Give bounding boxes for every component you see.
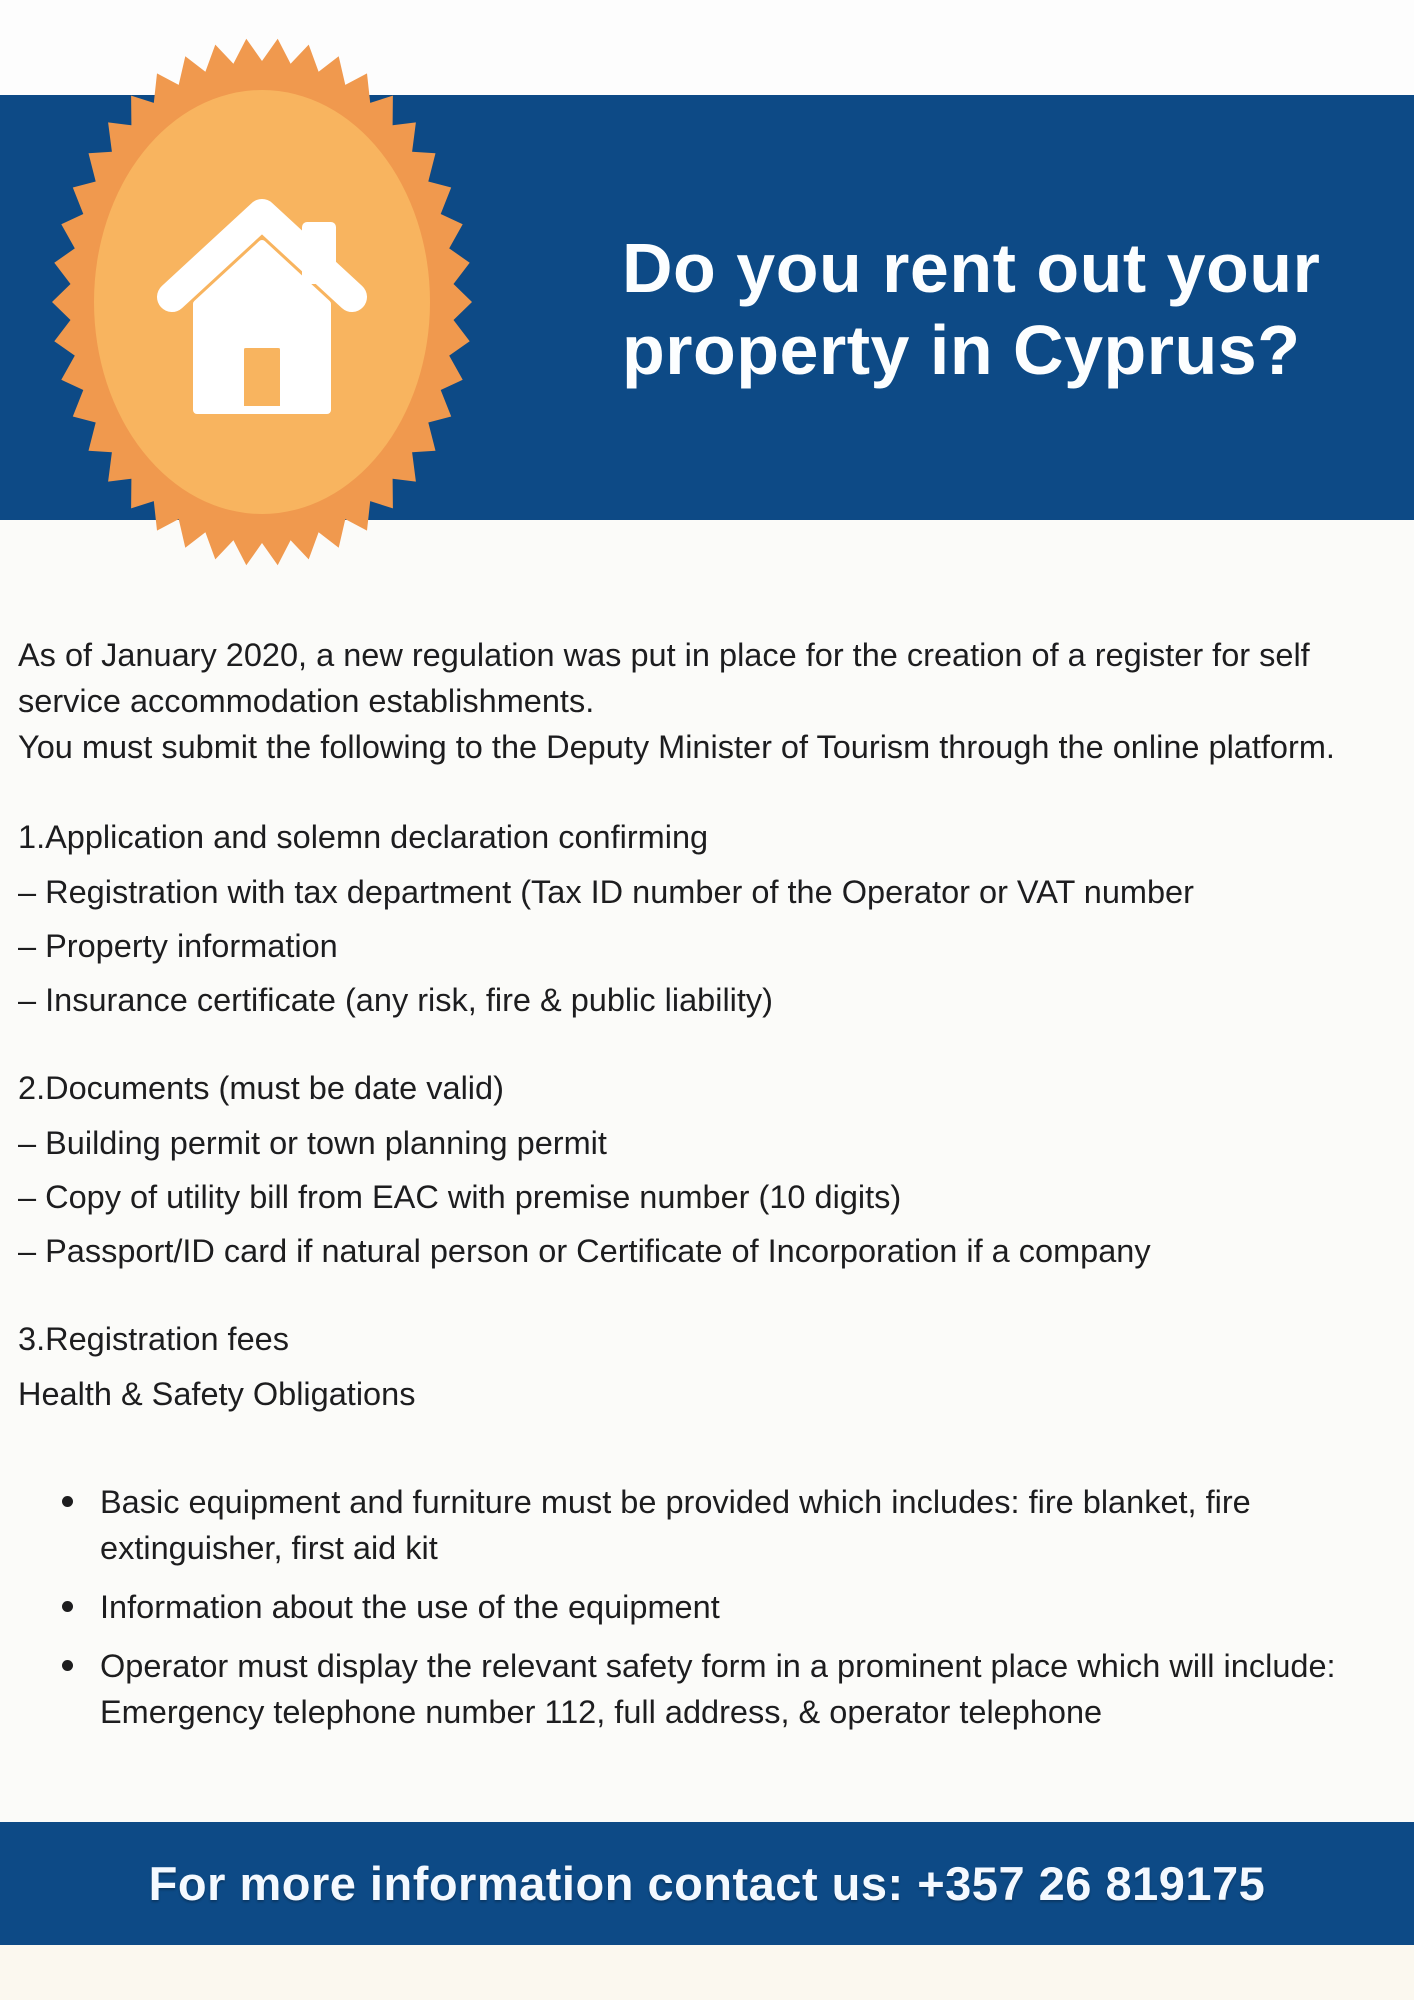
section-fees [18, 1316, 1398, 1417]
badge-graphic [52, 38, 472, 566]
section-subheading: Health & Safety Obligations [18, 1376, 416, 1412]
section-documents [18, 1065, 1398, 1274]
section-item: – Insurance certificate (any risk, fire & public liability) [18, 982, 774, 1018]
bullet-dot [62, 1660, 73, 1671]
bottom-strip [0, 1945, 1414, 2000]
house-badge [52, 38, 472, 566]
bullet-text: Information about the use of the equipment [100, 1589, 720, 1625]
section-heading: 2.Documents (must be date valid) [18, 1070, 504, 1106]
intro-paragraph [18, 632, 1398, 770]
section-item: – Passport/ID card if natural person or Certificate of Incorporation if a company [18, 1233, 1151, 1269]
bullet-text: Basic equipment and furniture must be provided which includes: fire blanket, fire extinguisher, first aid kit [100, 1484, 1251, 1566]
footer-band [0, 1822, 1414, 1945]
bullet-dot [62, 1601, 73, 1612]
page-title: Do you rent out your property in Cyprus? [622, 229, 1321, 389]
intro-line: As of January 2020, a new regulation was put in place for the creation of a register for self service accommodation establishments. [18, 637, 1310, 719]
section-heading: 3.Registration fees [18, 1321, 289, 1357]
section-item: – Property information [18, 928, 338, 964]
list-item [62, 1479, 1398, 1571]
section-application [18, 814, 1398, 1023]
section-item: – Building permit or town planning permit [18, 1125, 607, 1161]
safety-bullet-list [18, 1479, 1398, 1735]
section-item: – Registration with tax department (Tax ID number of the Operator or VAT number [18, 874, 1194, 910]
bullet-text: Operator must display the relevant safety form in a prominent place which will include: Emergency telephone number 112, full address, & operator telephone [100, 1648, 1336, 1730]
contact-info: For more information contact us: +357 26 819175 [148, 1857, 1266, 1910]
bullet-dot [62, 1496, 73, 1507]
intro-line: You must submit the following to the Deputy Minister of Tourism through the online platform. [18, 729, 1335, 765]
section-heading: 1.Application and solemn declaration confirming [18, 819, 709, 855]
section-item: – Copy of utility bill from EAC with premise number (10 digits) [18, 1179, 902, 1215]
list-item [62, 1584, 1398, 1630]
body-content [18, 632, 1398, 1748]
list-item [62, 1643, 1398, 1735]
